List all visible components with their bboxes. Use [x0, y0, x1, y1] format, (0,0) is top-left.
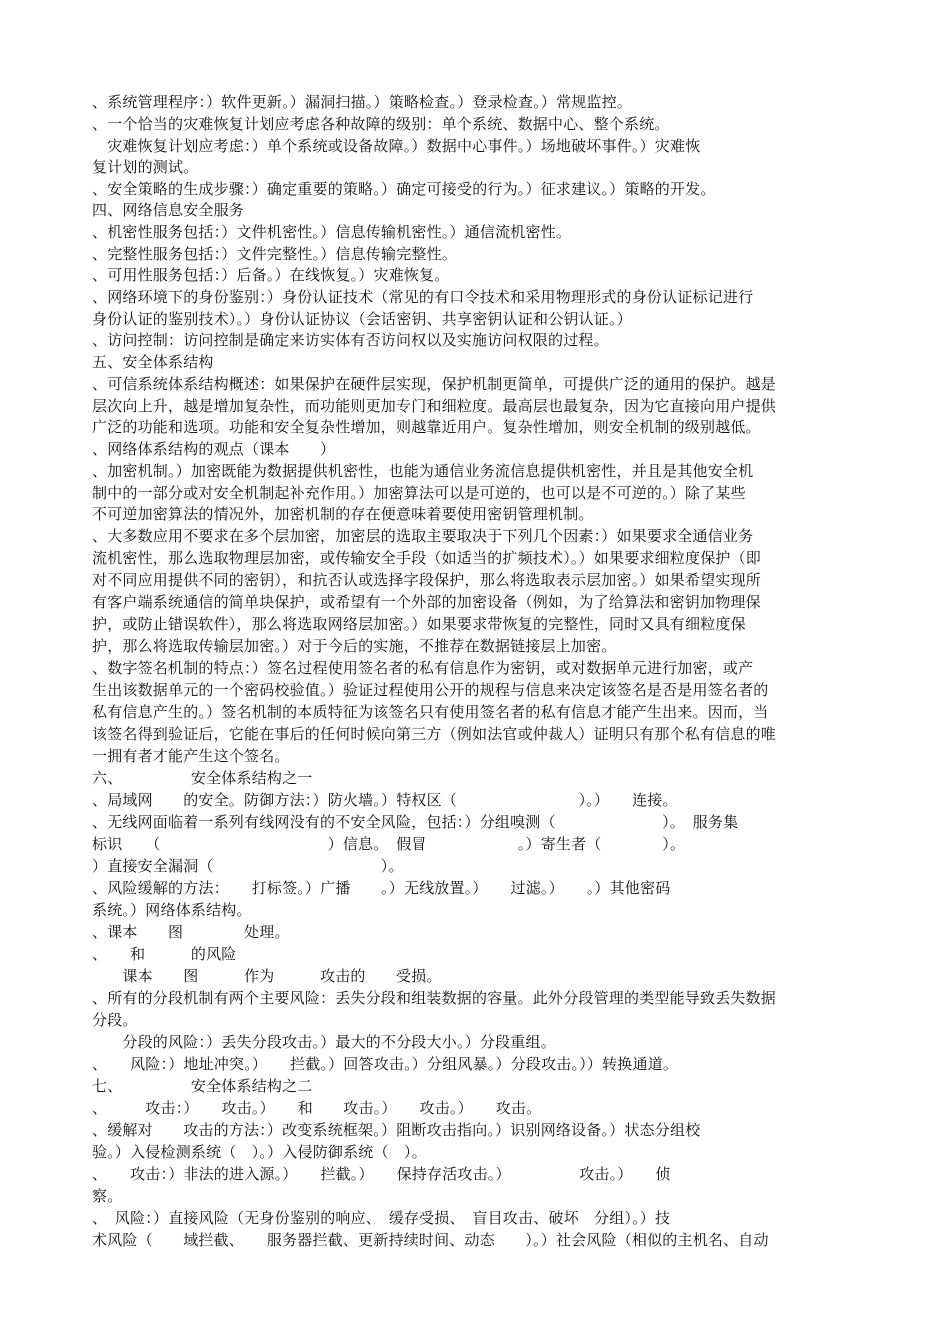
text-line: 验。）入侵检测系统（ ）。）入侵防御系统（ ）。 [92, 1143, 427, 1161]
section-heading: 七、 安全体系结构之二 [92, 1077, 313, 1095]
text-line: 、网络体系结构的观点（课本 ） [92, 440, 336, 458]
text-line: 、课本 图 处理。 [92, 923, 290, 941]
text-line: 分段。 [92, 1011, 138, 1029]
text-line: 对不同应用提供不同的密钥），和抗否认或选择字段保护，那么将选取表示层加密。）如果希望实现所 [92, 571, 762, 589]
text-line: 、可用性服务包括：）后备。）在线恢复。）灾难恢复。 [92, 266, 450, 284]
text-line: 、可信系统体系结构概述：如果保护在硬件层实现，保护机制更简单，可提供广泛的通用的保护。越是 [92, 375, 777, 393]
text-line: 分段的风险：）丢失分段攻击。）最大的不分段大小。）分段重组。 [92, 1033, 556, 1051]
text-line: 、无线网面临着一系列有线网没有的不安全风险，包括：）分组嗅测（ ）。 服务集 [92, 813, 739, 831]
text-line: 、加密机制。）加密既能为数据提供机密性，也能为通信业务流信息提供机密性，并且是其他安全机 [92, 462, 754, 480]
text-line: 察。 [92, 1187, 123, 1205]
text-line: 、风险缓解的方法： 打标签。）广播 。）无线放置。） 过滤。） 。）其他密码 [92, 879, 671, 897]
text-line: 护，或防止错误软件），那么将选取网络层加密。）如果要求带恢复的完整性，同时又具有细粒度保 [92, 615, 746, 633]
text-line: 、 风险：）直接风险（无身份鉴别的响应、 缓存受损、 盲目攻击、破坏 分组）。）技 [92, 1209, 671, 1227]
text-line: 不可逆加密算法的情况外，加密机制的存在便意味着要使用密钥管理机制。 [92, 505, 594, 523]
text-line: 生出该数据单元的一个密码校验值。）验证过程使用公开的规程与信息来决定该签名是否是用签名者的 [92, 681, 769, 699]
section-heading: 六、 安全体系结构之一 [92, 769, 313, 787]
text-line: 、一个恰当的灾难恢复计划应考虑各种故障的级别：单个系统、数据中心、整个系统。 [92, 115, 670, 133]
text-line: 制中的一部分或对安全机制起补充作用。）加密算法可以是可逆的，也可以是不可逆的。）除了某些 [92, 484, 746, 502]
text-line: ）直接安全漏洞（ ）。 [92, 857, 404, 875]
text-line: 有客户端系统通信的简单块保护，或希望有一个外部的加密设备（例如，为了给算法和密钥加物理保 [92, 593, 761, 611]
text-line: 术风险（ 域拦截、 服务器拦截、更新持续时间、动态 ）。）社会风险（相似的主机名、自动 [92, 1231, 769, 1249]
text-line: 、 和 的风险 [92, 945, 237, 963]
text-line: 护，那么将选取传输层加密。）对于今后的实施，不推荐在数据链接层上加密。 [92, 637, 617, 655]
text-line: 、网络环境下的身份鉴别：）身份认证技术（常见的有口令技术和采用物理形式的身份认证标记进行 [92, 288, 754, 306]
text-line: 课本 图 作为 攻击的 受损。 [92, 967, 442, 985]
text-line: 复计划的测试。 [92, 158, 199, 176]
section-heading: 四、网络信息安全服务 [92, 201, 245, 219]
text-line: 、局域网 的安全。防御方法：）防火墙。）特权区（ ）。） 连接。 [92, 791, 678, 809]
text-line: 、 风险：）地址冲突。） 拦截。）回答攻击。）分组风暴。）分段攻击。））转换通道。 [92, 1055, 679, 1073]
text-line: 一拥有者才能产生这个签名。 [92, 747, 290, 765]
text-line: 、 攻击：）非法的进入源。） 拦截。） 保持存活攻击。） 攻击。） 侦 [92, 1165, 671, 1183]
text-line: 、所有的分段机制有两个主要风险：丢失分段和组装数据的容量。此外分段管理的类型能导致丢失数据 [92, 989, 777, 1007]
text-line: 层次向上升，越是增加复杂性，而功能则更加专门和细粒度。最高层也最复杂，因为它直接向用户提供 [92, 397, 777, 415]
text-line: 、完整性服务包括：）文件完整性。）信息传输完整性。 [92, 245, 458, 263]
text-line: 该签名得到验证后，它能在事后的任何时候向第三方（例如法官或仲裁人）证明只有那个私有信息的唯 [92, 725, 777, 743]
text-line: 、机密性服务包括：）文件机密性。）信息传输机密性。）通信流机密性。 [92, 223, 572, 241]
section-heading: 五、安全体系结构 [92, 353, 214, 371]
text-line: 标识 （ ）信息。 假冒 。）寄生者（ ）。 [92, 835, 686, 853]
text-line: 广泛的功能和选项。功能和安全复杂性增加，则越靠近用户。复杂性增加，则安全机制的级别越低。 [92, 418, 761, 436]
text-line: 、安全策略的生成步骤：）确定重要的策略。）确定可接受的行为。）征求建议。）策略的开发。 [92, 180, 716, 198]
text-line: 私有信息产生的。）签名机制的本质特征为该签名只有使用签名者的私有信息才能产生出来。因而，当 [92, 703, 769, 721]
text-line: 系统。）网络体系结构。 [92, 901, 252, 919]
text-line: 身份认证的鉴别技术）。）身份认证协议（会话密钥、共享密钥认证和公钥认证。） [92, 310, 632, 328]
text-line: 流机密性，那么选取物理层加密，或传输安全手段（如适当的扩频技术）。）如果要求细粒度保护（即 [92, 549, 762, 567]
text-line: 、 攻击：） 攻击。） 和 攻击。） 攻击。） 攻击。 [92, 1099, 542, 1117]
text-line: 、大多数应用不要求在多个层加密，加密层的选取主要取决于下列几个因素：）如果要求全通信业务 [92, 527, 754, 545]
text-line: 、访问控制：访问控制是确定来访实体有否访问权以及实施访问权限的过程。 [92, 331, 609, 349]
text-line: 灾难恢复计划应考虑：）单个系统或设备故障。）数据中心事件。）场地破坏事件。）灾难恢 [92, 137, 701, 155]
text-line: 、缓解对 攻击的方法：）改变系统框架。）阻断攻击指向。）识别网络设备。）状态分组校 [92, 1121, 701, 1139]
text-line: 、系统管理程序：）软件更新。）漏洞扫描。）策略检查。）登录检查。）常规监控。 [92, 93, 633, 111]
text-line: 、数字签名机制的特点：）签名过程使用签名者的私有信息作为密钥，或对数据单元进行加密，或产 [92, 659, 754, 677]
